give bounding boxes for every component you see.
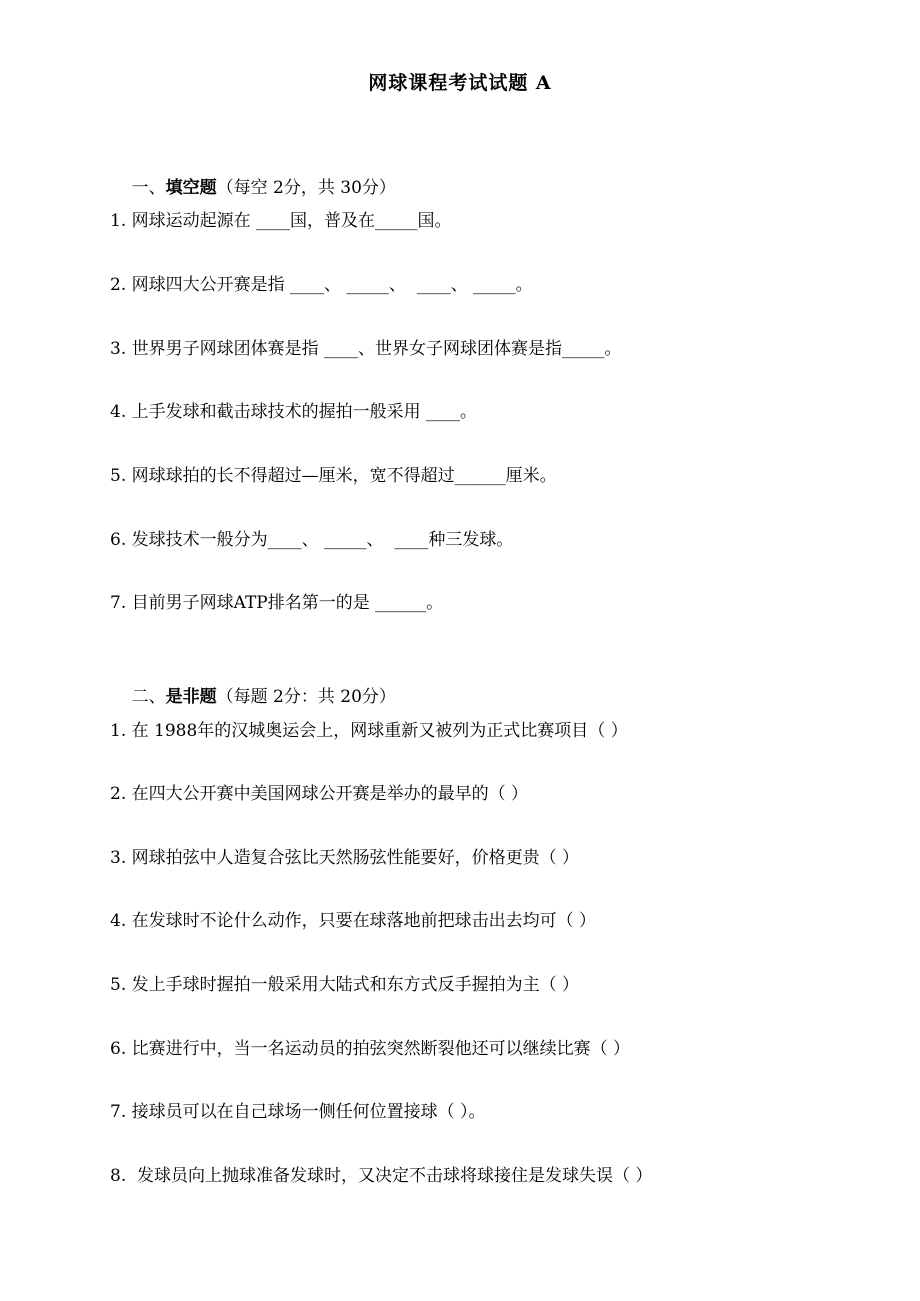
- section1-heading: [110, 143, 396, 198]
- section2-heading-text: 是非题: [165, 687, 217, 707]
- section1-question-7: 7. 目前男子网球ATP排名第一的是 ______。: [110, 593, 444, 613]
- section2-note: （每题 2分：共 20分）: [216, 687, 396, 707]
- section2-question-8: 8. 发球员向上抛球准备发球时，又决定不击球将球接住是发球失误（ ）: [110, 1166, 653, 1186]
- section1-question-6: 6. 发球技术一般分为____、 _____、 ____种三发球。: [110, 530, 514, 550]
- section2-question-6: 6. 比赛进行中，当一名运动员的拍弦突然断裂他还可以继续比赛（ ）: [110, 1039, 631, 1059]
- section2-question-5: 5. 发上手球时握拍一般采用大陆式和东方式反手握拍为主（ ）: [110, 975, 580, 995]
- section1-question-2: 2. 网球四大公开赛是指 ____、 _____、 ____、 _____。: [110, 275, 533, 295]
- section2-question-4: 4. 在发球时不论什么动作，只要在球落地前把球击出去均可（ ）: [110, 911, 597, 931]
- section2-prefix: 二、: [131, 687, 166, 707]
- section1-note: （每空 2分，共 30分）: [216, 178, 396, 198]
- section2-heading: [110, 652, 396, 707]
- section1-prefix: 一、: [131, 178, 166, 198]
- section2-question-1: 1. 在 1988年的汉城奥运会上，网球重新又被列为正式比赛项目（ ）: [110, 721, 628, 741]
- section1-heading-text: 填空题: [165, 178, 217, 198]
- exam-title: 网球课程考试试题 A: [368, 72, 552, 94]
- section2-question-3: 3. 网球拍弦中人造复合弦比天然肠弦性能要好，价格更贵（ ）: [110, 848, 580, 868]
- section2-question-2: 2. 在四大公开赛中美国网球公开赛是举办的最早的（ ）: [110, 784, 529, 804]
- section2-question-7: 7. 接球员可以在自己球场一侧任何位置接球（ ）。: [110, 1102, 486, 1122]
- section1-question-4: 4. 上手发球和截击球技术的握拍一般采用 ____。: [110, 402, 478, 422]
- section1-question-1: 1. 网球运动起源在 ____国，普及在_____国。: [110, 211, 452, 231]
- section1-question-5: 5. 网球球拍的长不得超过—厘米，宽不得超过______厘米。: [110, 466, 557, 486]
- section1-question-3: 3. 世界男子网球团体赛是指 ____、世界女子网球团体赛是指_____。: [110, 339, 622, 359]
